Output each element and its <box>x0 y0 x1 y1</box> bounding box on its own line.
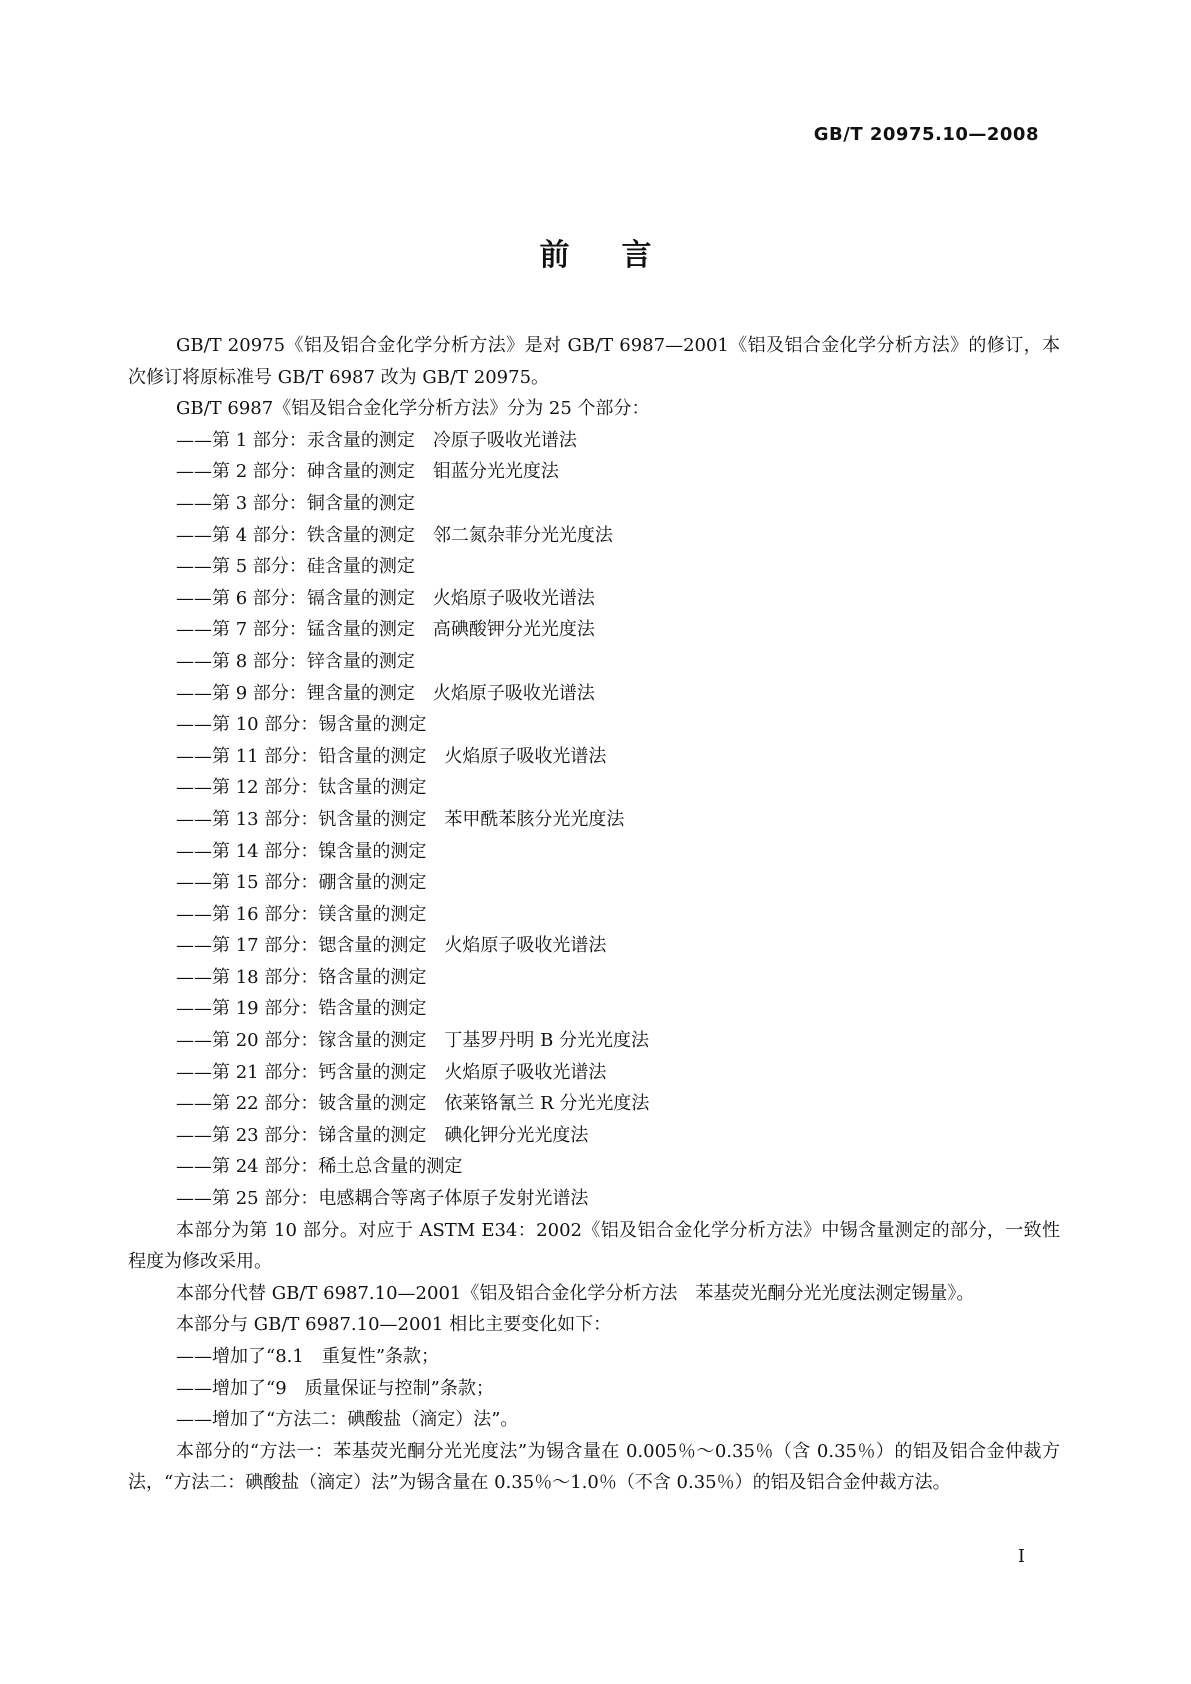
list-item: ——第 21 部分：钙含量的测定 火焰原子吸收光谱法 <box>176 1061 607 1083</box>
list-item: ——第 22 部分：铍含量的测定 依莱铬氰兰 R 分光光度法 <box>176 1093 650 1115</box>
scope-paragraph: 本部分的“方法一：苯基荧光酮分光光度法”为锡含量在 0.005％～0.35％（含 0.35％）的铝及铝合金仲裁方法，“方法二：碘酸盐（滴定）法”为锡含量在 0.35％～1.0％（不含 0.35％）的铝及铝合金仲裁方法。 <box>128 1440 1060 1494</box>
list-item: ——第 4 部分：铁含量的测定 邻二氮杂菲分光光度法 <box>176 524 613 546</box>
list-item: ——增加了“方法二：碘酸盐（滴定）法”。 <box>176 1409 519 1431</box>
list-item: ——第 8 部分：锌含量的测定 <box>176 650 415 672</box>
list-item: ——第 19 部分：锆含量的测定 <box>176 998 427 1020</box>
list-item: ——增加了“8.1 重复性”条款； <box>176 1346 440 1367</box>
parts-list <box>128 425 1060 1215</box>
list-item: ——第 16 部分：镁含量的测定 <box>176 903 427 925</box>
list-item: ——增加了“9 质量保证与控制”条款； <box>176 1377 494 1399</box>
list-item: ——第 17 部分：锶含量的测定 火焰原子吸收光谱法 <box>176 935 607 957</box>
list-item: ——第 20 部分：镓含量的测定 丁基罗丹明 B 分光光度法 <box>176 1030 650 1052</box>
page-title: 前言 <box>539 238 704 273</box>
list-item: ——第 5 部分：硅含量的测定 <box>176 556 415 578</box>
list-item: ——第 12 部分：钛含量的测定 <box>176 777 427 799</box>
list-item: ——第 23 部分：锑含量的测定 碘化钾分光光度法 <box>176 1124 589 1146</box>
replacement-paragraph: 本部分代替 GB/T 6987.10—2001《铝及铝合金化学分析方法 苯基荧光酮分光光度法测定锡量》。 <box>176 1282 975 1304</box>
list-item: ——第 2 部分：砷含量的测定 钼蓝分光光度法 <box>176 461 559 483</box>
part-correspondence-paragraph: 本部分为第 10 部分。对应于 ASTM E34：2002《铝及铝合金化学分析方法》中锡含量测定的部分，一致性程度为修改采用。 <box>128 1219 1060 1273</box>
parts-intro: GB/T 6987《铝及铝合金化学分析方法》分为 25 个部分： <box>176 398 650 420</box>
list-item: ——第 3 部分：铜含量的测定 <box>176 492 415 514</box>
list-item: ——第 25 部分：电感耦合等离子体原子发射光谱法 <box>176 1188 589 1210</box>
list-item: ——第 13 部分：钒含量的测定 苯甲酰苯胲分光光度法 <box>176 808 625 830</box>
page-number: I <box>1017 1546 1025 1567</box>
list-item: ——第 14 部分：镍含量的测定 <box>176 840 427 862</box>
document-body <box>128 330 1060 1499</box>
list-item: ——第 9 部分：锂含量的测定 火焰原子吸收光谱法 <box>176 682 595 704</box>
list-item: ——第 18 部分：铬含量的测定 <box>176 966 427 988</box>
list-item: ——第 24 部分：稀土总含量的测定 <box>176 1156 463 1178</box>
list-item: ——第 7 部分：锰含量的测定 高碘酸钾分光光度法 <box>176 619 595 641</box>
list-item: ——第 6 部分：镉含量的测定 火焰原子吸收光谱法 <box>176 587 595 609</box>
standard-code: GB/T 20975.10—2008 <box>813 124 1039 145</box>
changes-list <box>128 1341 1060 1436</box>
changes-intro: 本部分与 GB/T 6987.10—2001 相比主要变化如下： <box>176 1314 612 1336</box>
list-item: ——第 10 部分：锡含量的测定 <box>176 714 427 736</box>
list-item: ——第 15 部分：硼含量的测定 <box>176 872 427 894</box>
intro-paragraph: GB/T 20975《铝及铝合金化学分析方法》是对 GB/T 6987—2001《铝及铝合金化学分析方法》的修订，本次修订将原标准号 GB/T 6987 改为 GB/T 20975。 <box>128 335 1060 388</box>
list-item: ——第 1 部分：汞含量的测定 冷原子吸收光谱法 <box>176 429 577 451</box>
list-item: ——第 11 部分：铅含量的测定 火焰原子吸收光谱法 <box>176 745 607 767</box>
